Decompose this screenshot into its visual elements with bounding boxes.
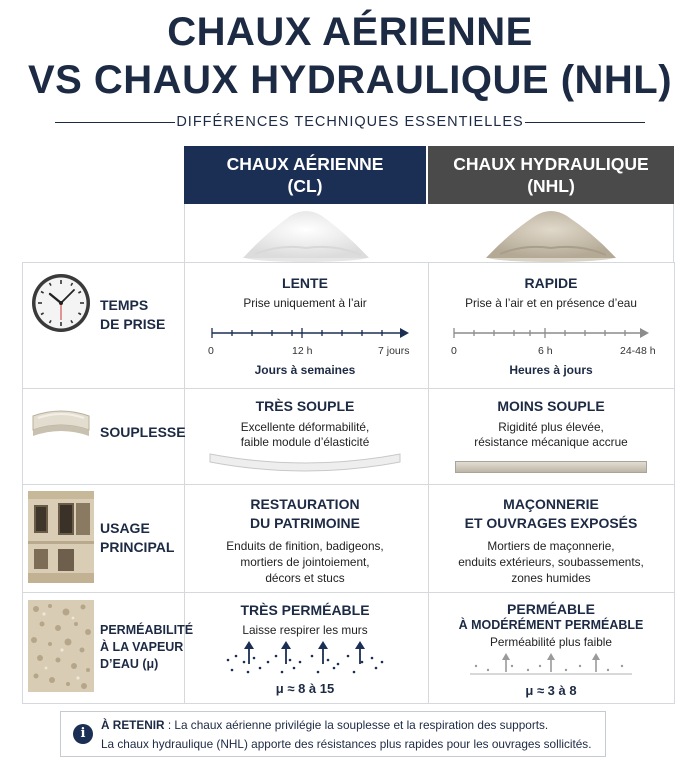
title-line-1: CHAUX AÉRIENNE [167,10,533,54]
column-header-nhl [428,146,674,204]
key-takeaway-line-1 [101,718,548,732]
row-label-usage-1: USAGE [100,520,150,536]
subtitle-rule-right [525,122,645,123]
nhl-usage-title-2: ET OUVRAGES EXPOSÉS [464,515,638,531]
key-takeaway-text-1: : La chaux aérienne privilégie la souplesse et la respiration des supports. [164,718,549,732]
nhl-prise-desc: Prise à l’air et en présence d’eau [465,296,637,310]
nhl-permeabilite-desc: Perméabilité plus faible [490,635,612,649]
cl-permeabilite-title: TRÈS PERMÉABLE [240,602,370,618]
porous-stone-icon [28,600,94,692]
column-header-nhl-line2: (NHL) [527,176,575,196]
cl-timeline [200,325,415,341]
cl-prise-desc: Prise uniquement à l’air [243,296,367,310]
grid-divider [23,484,674,485]
cl-usage-title-1: RESTAURATION [250,496,360,512]
key-takeaway-line-2: La chaux hydraulique (NHL) apporte des résistances plus rapides pour les ouvrages sollicités. [101,737,592,751]
nhl-prise-title: RAPIDE [524,275,578,291]
info-icon: i [73,724,93,744]
cl-tick-mid: 12 h [292,345,313,357]
nhl-prise-summary: Heures à jours [509,363,593,377]
nhl-usage-title-1: MAÇONNERIE [503,496,599,512]
cl-mu-value: μ ≈ 8 à 15 [275,681,335,696]
row-label-souplesse: SOUPLESSE [100,424,186,440]
nhl-permeabilite-title-2: À MODÉRÉMENT PERMÉABLE [458,618,644,632]
subtitle-rule-left [55,122,175,123]
nhl-usage-desc-1: Mortiers de maçonnerie, [487,539,615,553]
nhl-timeline [444,325,659,341]
grid-divider [23,388,674,389]
cl-souplesse-title: TRÈS SOUPLE [255,398,355,414]
heritage-building-icon [28,491,94,583]
cl-usage-title-2: DU PATRIMOINE [250,515,360,531]
cl-powder-pile [184,204,426,262]
vapour-arrows-cl [224,638,388,678]
nhl-souplesse-title: MOINS SOUPLE [497,398,605,414]
row-label-usage-2: PRINCIPAL [100,539,175,555]
nhl-souplesse-desc-2: résistance mécanique accrue [474,435,628,449]
cl-usage-desc-1: Enduits de finition, badigeons, [226,539,384,553]
subtitle: DIFFÉRENCES TECHNIQUES ESSENTIELLES [176,114,524,130]
row-label-permeabilite-1: PERMÉABILITÉ [100,623,194,637]
title-line-2: VS CHAUX HYDRAULIQUE (NHL) [27,58,673,102]
key-takeaway-label: À RETENIR [101,718,165,732]
clock-icon [30,272,92,334]
cl-prise-summary: Jours à semaines [254,363,356,377]
nhl-tick-end: 24-48 h [620,345,656,357]
nhl-usage-desc-3: zones humides [511,571,591,585]
flexible-slab-icon [30,402,92,448]
row-label-prise-2: DE PRISE [100,316,166,332]
nhl-usage-desc-2: enduits extérieurs, soubassements, [458,555,644,569]
nhl-powder-pile [428,204,674,262]
rigid-bar [455,461,647,473]
column-header-cl-line1: CHAUX AÉRIENNE [226,154,384,174]
cl-usage-desc-3: décors et stucs [265,571,345,585]
vapour-arrows-nhl [470,650,632,680]
curved-flexible-bar [205,448,405,476]
cl-usage-desc-2: mortiers de jointoiement, [240,555,370,569]
cl-permeabilite-desc: Laisse respirer les murs [242,623,368,637]
grid-divider [23,592,674,593]
nhl-tick-mid: 6 h [538,345,553,357]
row-label-permeabilite-2: À LA VAPEUR [100,640,184,654]
nhl-permeabilite-title-1: PERMÉABLE [507,601,595,617]
nhl-tick-start: 0 [451,345,457,357]
nhl-mu-value: μ ≈ 3 à 8 [525,683,577,698]
nhl-souplesse-desc-1: Rigidité plus élevée, [498,420,604,434]
cl-souplesse-desc-1: Excellente déformabilité, [240,420,370,434]
cl-tick-end: 7 jours [378,345,410,357]
cl-souplesse-desc-2: faible module d’élasticité [240,435,370,449]
beige-lime-pile-icon [428,204,674,262]
column-header-nhl-line1: CHAUX HYDRAULIQUE [453,154,649,174]
subtitle-row [55,111,645,133]
white-lime-pile-icon [185,204,427,262]
cl-tick-start: 0 [208,345,214,357]
key-takeaway-box [60,711,606,757]
column-header-cl-line2: (CL) [287,176,323,196]
column-header-cl [184,146,426,204]
row-label-prise-1: TEMPS [100,297,149,313]
cl-prise-title: LENTE [282,275,328,291]
row-label-permeabilite-3: D’EAU (μ) [100,657,159,671]
